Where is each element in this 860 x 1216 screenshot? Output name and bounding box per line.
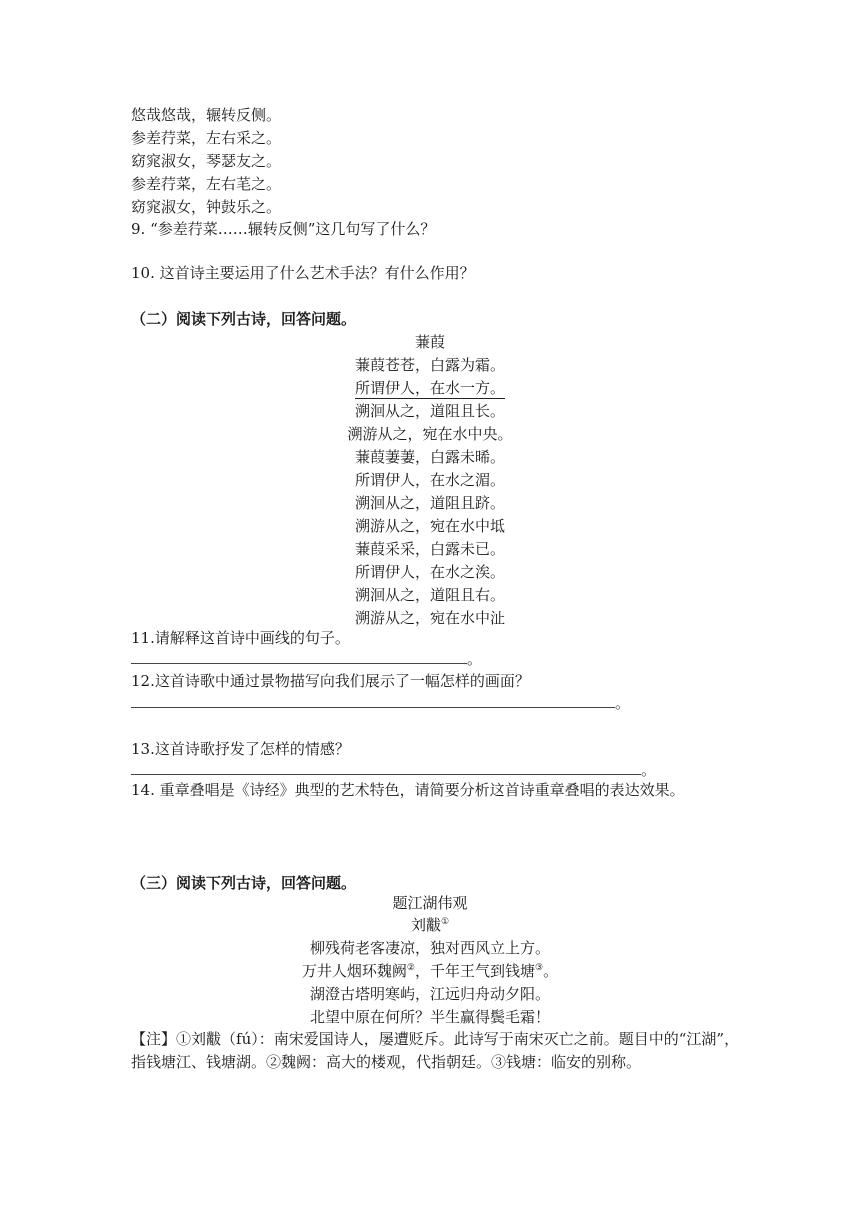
period: 。 bbox=[641, 761, 657, 779]
poem-line: 溯洄从之，道阻且跻。 bbox=[354, 494, 505, 512]
answer-blank[interactable] bbox=[131, 649, 467, 664]
question-12: 12.这首诗歌中通过景物描写向我们展示了一幅怎样的画面？ bbox=[131, 672, 530, 690]
question-14: 14. 重章叠唱是《诗经》典型的艺术特色，请简要分析这首诗重章叠唱的表达效果。 bbox=[131, 781, 685, 799]
poem-line: 溯游从之，宛在水中央。 bbox=[347, 425, 513, 443]
poem-line: 悠哉悠哉，辗转反侧。 bbox=[131, 106, 282, 124]
poem-text: 万井人烟环魏阙 bbox=[301, 962, 407, 980]
answer-line-11[interactable] bbox=[131, 648, 482, 670]
poem-line: 所谓伊人，在水之涘。 bbox=[354, 563, 505, 581]
poem-text: 。 bbox=[543, 962, 559, 980]
poem-line-underlined bbox=[0, 377, 860, 399]
poem-line: 蒹葭萋萋，白露未晞。 bbox=[354, 448, 505, 466]
poem-line: 湖澄古塔明寒屿，江远归舟动夕阳。 bbox=[309, 985, 550, 1003]
poem-line: 北望中原在何所？半生赢得鬓毛霜！ bbox=[309, 1008, 550, 1026]
underlined-sentence: 所谓伊人，在水一方。 bbox=[354, 379, 505, 397]
footnote bbox=[131, 1028, 741, 1074]
poem-line: 柳残荷老客凄凉，独对西风立上方。 bbox=[309, 939, 550, 957]
section-heading: （三）阅读下列古诗，回答问题。 bbox=[131, 874, 357, 892]
answer-line-12[interactable] bbox=[131, 692, 630, 714]
footnote-mark: ① bbox=[440, 917, 450, 927]
note-text: ①刘黻（fú）：南宋爱国诗人，屡遭贬斥。此诗写于南宋灭亡之前。题目中的“江湖”，指钱塘江、钱塘湖。②魏阙：高大的楼观，代指朝廷。③钱塘：临安的别称。 bbox=[131, 1030, 740, 1071]
poem-author bbox=[0, 914, 860, 936]
question-10: 10. 这首诗主要运用了什么艺术手法？有什么作用？ bbox=[131, 264, 475, 282]
poem-line bbox=[0, 960, 860, 982]
poem-line: 溯洄从之，道阻且右。 bbox=[354, 586, 505, 604]
poem-line: 参差荇菜，左右采之。 bbox=[131, 129, 282, 147]
note-label: 【注】 bbox=[131, 1030, 177, 1048]
question-9: 9. “参差荇菜……辗转反侧”这几句写了什么？ bbox=[131, 220, 436, 238]
poem-line: 溯游从之，宛在水中沚 bbox=[354, 609, 505, 627]
poem-text: ，千年王气到钱塘 bbox=[414, 962, 535, 980]
footnote-mark: ② bbox=[406, 963, 415, 973]
poem-line: 窈窕淑女，钟鼓乐之。 bbox=[131, 198, 282, 216]
answer-blank[interactable] bbox=[131, 760, 641, 775]
poem-title: 蒹葭 bbox=[414, 333, 445, 351]
answer-blank[interactable] bbox=[131, 693, 615, 708]
poem-line: 蒹葭采采，白露未已。 bbox=[354, 540, 505, 558]
poem-title: 题江湖伟观 bbox=[392, 894, 468, 912]
poem-line: 窈窕淑女，琴瑟友之。 bbox=[131, 152, 282, 170]
question-13: 13.这首诗歌抒发了怎样的情感？ bbox=[131, 740, 350, 758]
author-name: 刘黻 bbox=[410, 916, 441, 934]
answer-line-13[interactable] bbox=[131, 759, 656, 781]
poem-line: 溯洄从之，道阻且长。 bbox=[354, 402, 505, 420]
poem-line: 所谓伊人，在水之湄。 bbox=[354, 471, 505, 489]
period: 。 bbox=[615, 694, 631, 712]
period: 。 bbox=[467, 650, 483, 668]
footnote-mark: ③ bbox=[535, 963, 544, 973]
section-heading: （二）阅读下列古诗，回答问题。 bbox=[131, 310, 357, 328]
poem-line: 溯游从之，宛在水中坻 bbox=[354, 517, 505, 535]
poem-line: 参差荇菜，左右芼之。 bbox=[131, 175, 282, 193]
poem-line: 蒹葭苍苍，白露为霜。 bbox=[354, 356, 505, 374]
question-11: 11.请解释这首诗中画线的句子。 bbox=[131, 629, 350, 647]
